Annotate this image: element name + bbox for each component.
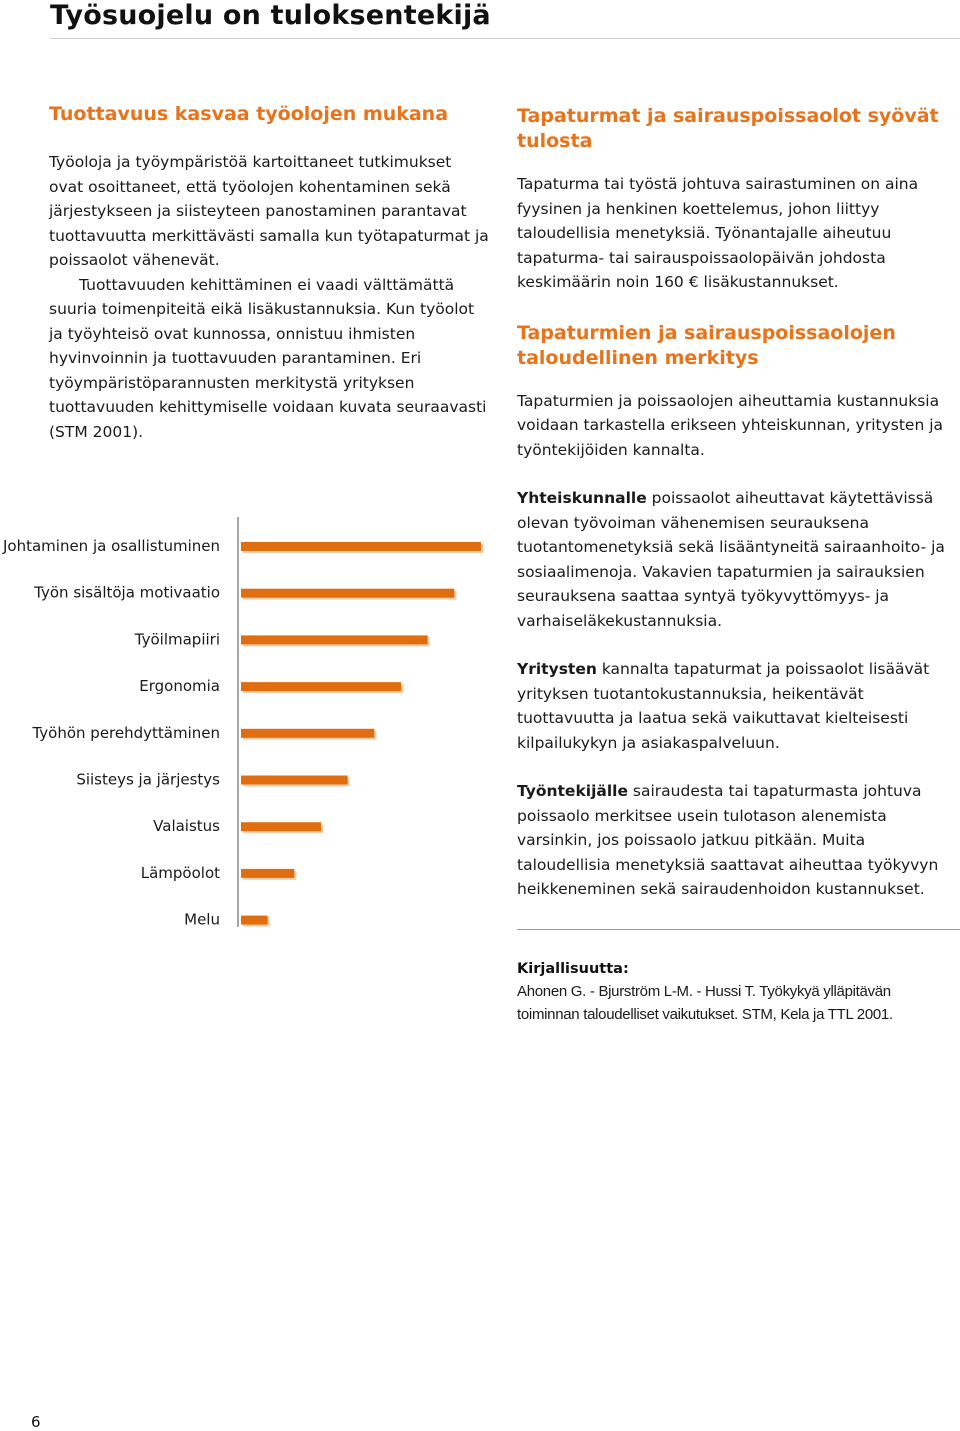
references-text: Ahonen G. - Bjurström L-M. - Hussi T. Työkykyä ylläpitävän toiminnan taloudelliset vaikutukset. STM, Kela ja TTL 2001. bbox=[517, 983, 893, 1023]
right-paragraph-2: Tapaturmien ja poissaolojen aiheuttamia kustannuksia voidaan tarkastella erikseen yhteiskunnan, yritysten ja työntekijöiden kannalta. bbox=[517, 391, 944, 459]
chart-bar bbox=[241, 729, 374, 738]
chart-bar bbox=[241, 635, 428, 644]
page-number: 6 bbox=[31, 1413, 41, 1431]
right-heading-1: Tapaturmat ja sairauspoissaolot syövät tulosta bbox=[517, 105, 939, 152]
references bbox=[517, 958, 947, 1026]
chart-category-label: Työhön perehdyttäminen bbox=[32, 723, 220, 742]
company-text: kannalta tapaturmat ja poissaolot lisäävät yrityksen tuotantokustannuksia, heikentävät tuottavuutta ja laatua sekä vaikuttavat kielteisesti kilpailukykyn ja asiakaspalveluun. bbox=[517, 660, 930, 752]
chart-category-label: Lämpöolot bbox=[140, 863, 220, 882]
society-label: Yhteiskunnalle bbox=[517, 489, 647, 507]
chart-bar bbox=[241, 869, 294, 878]
page-title: Työsuojelu on tuloksentekijä bbox=[50, 0, 491, 31]
chart-category-label: Johtaminen ja osallistuminen bbox=[2, 537, 220, 555]
references-divider bbox=[517, 929, 960, 930]
chart-bar bbox=[241, 682, 401, 691]
worker-paragraph bbox=[517, 779, 947, 902]
chart-category-label: Siisteys ja järjestys bbox=[76, 770, 220, 789]
company-label: Yritysten bbox=[517, 660, 597, 678]
references-heading: Kirjallisuutta: bbox=[517, 961, 629, 977]
productivity-bar-chart bbox=[0, 515, 500, 935]
chart-category-label: Työn sisältöja motivaatio bbox=[34, 583, 220, 602]
right-column bbox=[517, 104, 947, 902]
left-column bbox=[49, 102, 489, 444]
right-paragraph-1: Tapaturma tai työstä johtuva sairastuminen on aina fyysinen ja henkinen koettelemus, johon liittyy taloudellisia menetyksiä. Työnantajalle aiheutuu tapaturma- tai sairauspoissaolopäivän johdosta keskimäärin noin 160 € lisäkustannukset. bbox=[517, 175, 919, 291]
chart-category-label: Työilmapiiri bbox=[134, 630, 220, 649]
worker-label: Työntekijälle bbox=[517, 782, 628, 800]
company-paragraph bbox=[517, 657, 947, 755]
chart-category-label: Melu bbox=[184, 910, 220, 929]
left-paragraph-2: Tuottavuuden kehittäminen ei vaadi välttämättä suuria toimenpiteitä eikä lisäkustannuksia. Kun työolot ja työyhteisö ovat kunnossa, onnistuu ihmisten hyvinvoinnin ja tuottavuuden parantaminen. Eri työympäristöparannusten merkitystä yrityksen tuottavuuden kehittymiselle voidaan kuvata seuraavasti (STM 2001). bbox=[49, 275, 487, 441]
title-divider bbox=[50, 38, 960, 39]
chart-category-label: Valaistus bbox=[153, 817, 220, 836]
chart-svg bbox=[0, 515, 500, 935]
left-paragraph-1: Työoloja ja työympäristöä kartoittaneet tutkimukset ovat osoittaneet, että työolojen kohentaminen sekä järjestykseen ja siisteyteen panostaminen parantavat tuottavuutta merkittävästi samalla kun työtapaturmat ja poissaolot vähenevät. bbox=[49, 153, 489, 269]
chart-bar bbox=[241, 589, 454, 598]
society-text: poissaolot aiheuttavat käytettävissä olevan työvoiman vähenemisen seurauksena tuotantomenetyksiä sekä lisääntyneitä sairaanhoito- ja sosiaalimenoja. Vakavien tapaturmien ja sairauksien seurauksena saattaa syntyä työkyvyttömyys- ja varhaiseläkekustannuksia. bbox=[517, 489, 945, 630]
left-heading: Tuottavuus kasvaa työolojen mukana bbox=[49, 103, 449, 125]
chart-bar bbox=[241, 916, 268, 925]
chart-bar bbox=[241, 776, 348, 785]
chart-bar bbox=[241, 822, 321, 831]
society-paragraph bbox=[517, 486, 947, 633]
chart-bar bbox=[241, 542, 481, 551]
chart-category-label: Ergonomia bbox=[139, 677, 220, 696]
worker-text: sairaudesta tai tapaturmasta johtuva poissaolo merkitsee usein tulotason alenemista varsinkin, jos poissaolo jatkuu pitkään. Muita taloudellisia menetyksiä saattavat aiheuttaa työkyvyn heikkeneminen sekä sairaudenhoidon kustannukset. bbox=[517, 782, 939, 898]
right-heading-2: Tapaturmien ja sairauspoissaolojen taloudellinen merkitys bbox=[517, 321, 896, 369]
